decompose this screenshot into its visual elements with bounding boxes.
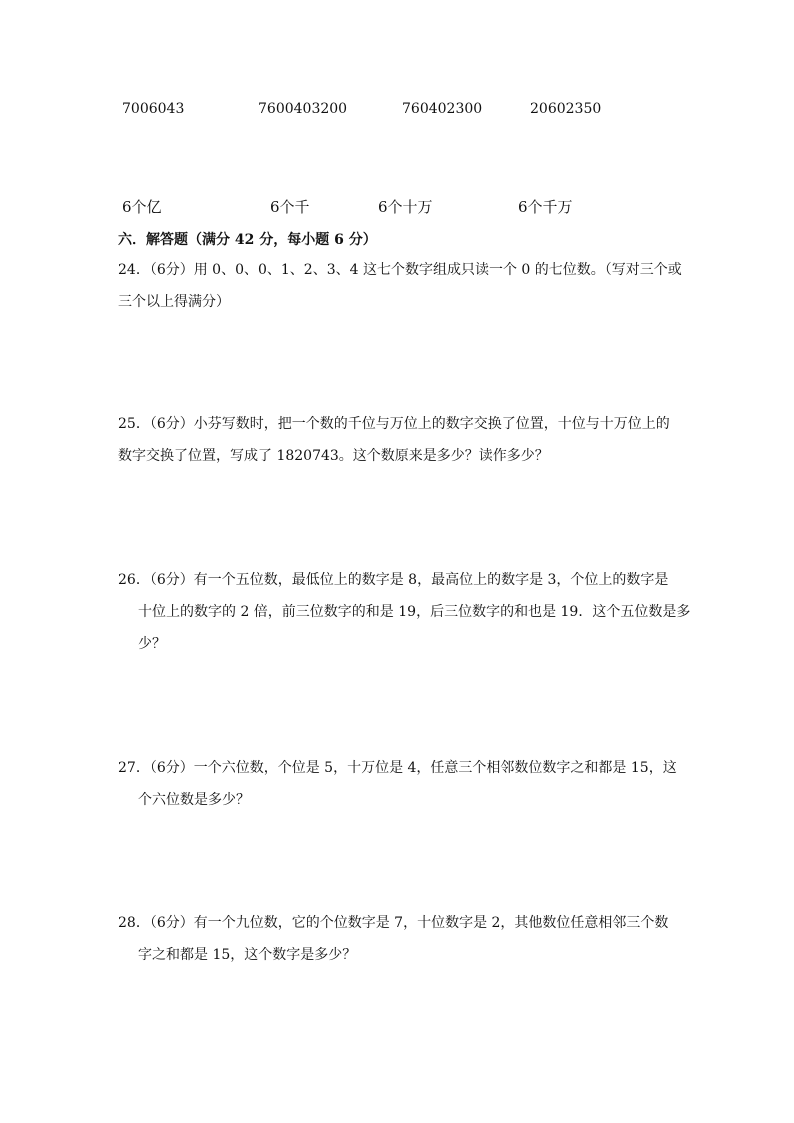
question-24: [118, 254, 682, 318]
question-line: 27．（6分）一个六位数，个位是 5，十万位是 4，任意三个相邻数位数字之和都是 15，这: [118, 760, 677, 776]
question-line: 三个以上得满分）: [118, 294, 230, 310]
unit-item: 6个亿: [122, 198, 162, 216]
question-line: 25．（6分）小芬写数时，把一个数的千位与万位上的数字交换了位置，十位与十万位上的: [118, 416, 670, 432]
question-line: 字之和都是 15，这个数字是多少？: [138, 947, 357, 963]
unit-item: 6个千: [270, 198, 310, 216]
number-item: 7600403200: [258, 101, 348, 117]
number-item: 7006043: [122, 101, 185, 117]
question-25: [118, 408, 670, 472]
unit-item: 6个十万: [378, 198, 433, 216]
question-line: 26．（6分）有一个五位数，最低位上的数字是 8，最高位上的数字是 3，个位上的数字是: [118, 572, 669, 588]
question-26: [118, 564, 690, 660]
unit-item: 6个千万: [518, 198, 573, 216]
question-28: [118, 907, 668, 971]
number-item: 20602350: [530, 101, 602, 117]
question-line: 28．（6分）有一个九位数，它的个位数字是 7，十位数字是 2，其他数位任意相邻三个数: [118, 915, 669, 931]
number-item: 760402300: [402, 101, 483, 117]
question-line: 数字交换了位置，写成了 1820743。这个数原来是多少？读作多少？: [118, 448, 549, 464]
section-heading: 六．解答题（满分 42 分，每小题 6 分）: [118, 232, 377, 248]
question-line: 个六位数是多少？: [138, 792, 250, 808]
question-27: [118, 752, 677, 816]
question-line: 十位上的数字的 2 倍，前三位数字的和是 19，后三位数字的和也是 19．这个五位数是多: [138, 604, 691, 620]
question-line: 少？: [138, 636, 166, 652]
question-line: 24．（6分）用 0、0、0、1、2、3、4 这七个数字组成只读一个 0 的七位数。（写对三个或: [118, 262, 682, 278]
